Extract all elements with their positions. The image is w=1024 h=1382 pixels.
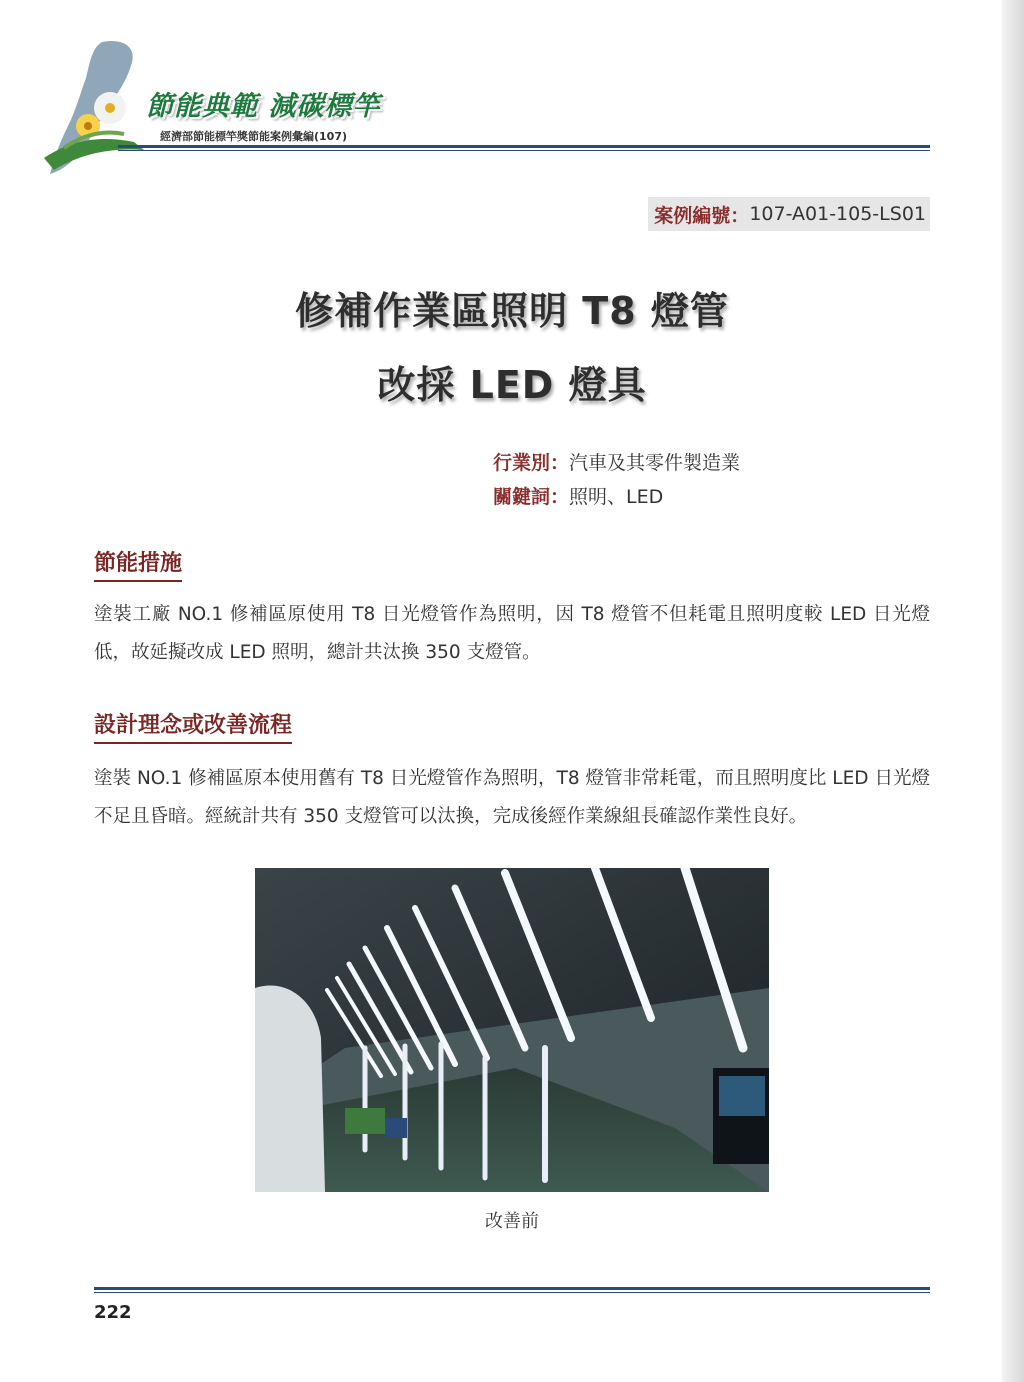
figure-caption: 改善前 xyxy=(485,1211,539,1232)
keywords-row xyxy=(493,482,663,509)
series-subtitle: 經濟部節能標竿獎節能案例彙編(107) xyxy=(160,130,348,143)
brand-title: 節能典範 減碳標竿 xyxy=(146,91,381,122)
header-rule xyxy=(118,145,930,148)
page-edge-shadow xyxy=(1002,0,1024,1382)
case-number-box xyxy=(648,197,930,231)
case-number-label: 案例編號： xyxy=(654,204,750,227)
case-number-value: 107-A01-105-LS01 xyxy=(749,203,926,225)
before-photo xyxy=(255,868,769,1192)
keywords-label: 關鍵詞： xyxy=(493,486,570,508)
fluorescent-tubes-photo-icon xyxy=(255,868,769,1192)
section-heading-measures: 節能措施 xyxy=(94,546,182,582)
header-rule-thin xyxy=(118,150,930,151)
industry-value: 汽車及其零件製造業 xyxy=(569,452,741,474)
section-body-design: 塗裝 NO.1 修補區原本使用舊有 T8 日光燈管作為照明，T8 燈管非常耗電，而且照明度比 LED 日光燈不足且昏暗。經統計共有 350 支燈管可以汰換，完成後經作業線組長確認作業性良好。 xyxy=(94,768,930,827)
footer-rule-thin xyxy=(94,1292,930,1293)
page-number: 222 xyxy=(94,1302,132,1323)
industry-row xyxy=(493,448,740,475)
industry-label: 行業別： xyxy=(493,452,570,474)
section-heading-design: 設計理念或改善流程 xyxy=(94,708,292,744)
page-title-line2: 改採 LED 燈具 xyxy=(377,363,647,407)
section-body-measures: 塗裝工廠 NO.1 修補區原使用 T8 日光燈管作為照明，因 T8 燈管不但耗電且照明度較 LED 日光燈低，故延擬改成 LED 照明，總計共汰換 350 支燈管。 xyxy=(94,604,930,663)
keywords-value: 照明、LED xyxy=(569,486,664,508)
page-title-line1: 修補作業區照明 T8 燈管 xyxy=(295,289,729,333)
footer-rule xyxy=(94,1287,930,1290)
